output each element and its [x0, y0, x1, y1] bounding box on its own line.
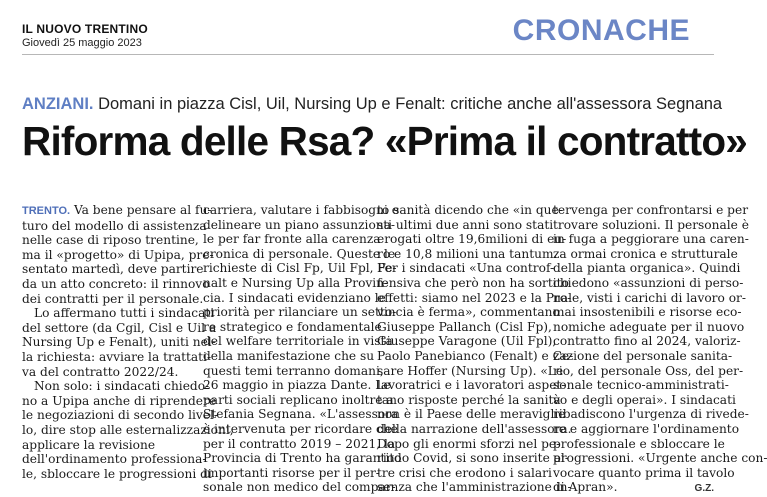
text-line: tano risposte perché la sanità [377, 392, 561, 407]
text-line: turo del modello di assistenza [22, 218, 207, 233]
text-line: to sanità dicendo che «in que- [377, 203, 563, 217]
article-column-3 [377, 203, 574, 495]
text-line: ribadiscono l'urgenza di rivede- [553, 407, 749, 422]
text-line: vo e degli operai». I sindacati [553, 392, 736, 407]
text-line: la richiesta: avviare la trattati- [22, 349, 212, 364]
dateline: TRENTO. [22, 205, 71, 217]
text-line: lo, dire stop alle esternalizzazioni, [22, 422, 234, 437]
issue-date: Giovedì 25 maggio 2023 [22, 37, 142, 49]
text-line: nomiche adeguate per il nuovo [553, 319, 745, 334]
text-line: parti sociali replicano inoltre a [203, 392, 394, 407]
text-line: trovare soluzioni. Il personale è [553, 217, 749, 232]
text-line: di Apran». G.Z. [553, 480, 714, 495]
text-line: questi temi terranno domani, [203, 363, 384, 378]
text-line: da un atto concreto: il rinnovo [22, 276, 210, 291]
text-line: non è il Paese delle meraviglie [377, 407, 566, 422]
text-line: cia. I sindacati evidenziano le [203, 290, 386, 305]
text-line: erogati oltre 19,6milioni di eu- [377, 232, 567, 247]
text-line: TRENTO. Va bene pensare al fu- [22, 203, 212, 217]
text-line: della pianta organica». Quindi [553, 261, 741, 276]
text-line: Dopo gli enormi sforzi nel pe- [377, 436, 561, 451]
text-line: carriera, valutare i fabbisogni e [203, 203, 399, 217]
paper-name: IL NUOVO TRENTINO [22, 22, 148, 36]
text-line: sti ultimi due anni sono stati [377, 217, 554, 232]
text-line: Nursing Up e Fenalt), uniti nel- [22, 335, 216, 350]
text-line: della narrazione dell'assessora. [377, 421, 572, 436]
header-divider [22, 54, 714, 55]
article-column-2 [203, 203, 402, 495]
article-column-1 [22, 203, 234, 481]
text-line: le per far fronte alla carenza [203, 232, 381, 247]
text-line: applicare la revisione [22, 437, 156, 452]
text-line: sare Hoffer (Nursing Up). «Le [377, 363, 564, 378]
text-line: importanti risorse per il per- [203, 465, 380, 480]
text-line: per il contratto 2019 – 2021, la [203, 436, 396, 451]
text-line: Stefania Segnana. «L'assessora [203, 407, 399, 422]
text-line: sentato martedì, deve partire [22, 262, 204, 277]
text-line: dell'ordinamento professiona- [22, 452, 207, 467]
text-line: tervenga per confrontarsi e per [553, 203, 749, 217]
kicker-text: Domani in piazza Cisl, Uil, Nursing Up e Fenalt: critiche anche all'assessora Segnana [93, 95, 723, 113]
text-line: nelle case di riposo trentine, [22, 233, 199, 248]
text-line: delineare un piano assunziona- [203, 217, 396, 232]
text-line: Non solo: i sindacati chiedo- [34, 379, 210, 394]
text-line: rio, del personale Oss, del per- [553, 363, 744, 378]
text-line: 26 maggio in piazza Dante. Le [203, 378, 391, 393]
text-line: le, sbloccare le progressioni di [22, 466, 212, 481]
text-line: Paolo Panebianco (Fenalt) e Ce- [377, 348, 574, 363]
text-line: nale, visti i carichi di lavoro or- [553, 290, 746, 305]
author-signature: G.Z. [694, 483, 714, 495]
text-line: vincia è ferma», commentano [377, 305, 560, 320]
text-line: chiedono «assunzioni di perso- [553, 275, 744, 290]
text-line: Giuseppe Pallanch (Cisl Fp), [377, 319, 552, 334]
text-line: no a Upipa anche di riprendere [22, 393, 217, 408]
text-line: nalt e Nursing Up alla Provin- [203, 275, 389, 290]
text-line: re strategico e fondamentale [203, 319, 382, 334]
text-line: in fuga a peggiorare una caren- [553, 232, 749, 247]
text-line: ro e 10,8 milioni una tantum. [377, 246, 558, 261]
text-line: riodo Covid, si sono inserite al- [377, 451, 569, 466]
text-line: senza che l'amministrazione in- [377, 480, 572, 495]
text-line: cronica di personale. Queste le [203, 246, 396, 261]
article-headline: Riforma delle Rsa? «Prima il contratto» [22, 118, 748, 164]
text-line: sonale tecnico-amministrati- [553, 378, 729, 393]
text-line: progressioni. «Urgente anche con- [553, 451, 767, 466]
text-line: lavoratrici e i lavoratori aspet- [377, 378, 566, 393]
text-line: è intervenuta per ricordare che [203, 421, 398, 436]
text-line: ma il «progetto» di Upipa, pre- [22, 247, 214, 262]
article-column-4 [553, 203, 767, 497]
text-line: della manifestazione che su [203, 348, 375, 363]
text-line: del welfare territoriale in vista [203, 334, 393, 349]
text-line: effetti: siamo nel 2023 e la Pro- [377, 290, 572, 305]
text-line: mai insostenibili e risorse eco- [553, 305, 742, 320]
text-line: za ormai cronica e strutturale [553, 246, 738, 261]
text-line: del settore (da Cgil, Cisl e Uil a [22, 320, 217, 335]
article-kicker [22, 95, 723, 114]
text-line: Per i sindacati «Una controf- [377, 261, 555, 276]
text-line: zazione del personale sanita- [553, 348, 733, 363]
text-line: Giuseppe Varagone (Uil Fpl), [377, 334, 557, 349]
text-line: fensiva che però non ha sortito [377, 275, 569, 290]
text-line: va del contratto 2022/24. [22, 364, 179, 379]
masthead [22, 22, 148, 49]
text-line: Lo affermano tutti i sindacati [34, 306, 215, 321]
text-line: sonale non medico del compar- [203, 480, 396, 495]
text-line: dei contratti per il personale. [22, 291, 204, 306]
text-line: re e aggiornare l'ordinamento [553, 421, 740, 436]
text-line: contratto fino al 2024, valoriz- [553, 334, 741, 349]
text-line: le negoziazioni di secondo livel- [22, 408, 219, 423]
text-line: priorità per rilanciare un setto- [203, 305, 397, 320]
text-line: richieste di Cisl Fp, Uil Fpl, Fe- [203, 261, 397, 276]
text-line: professionale e sbloccare le [553, 436, 725, 451]
section-title: CRONACHE [512, 14, 690, 47]
kicker-tag: ANZIANI. [22, 95, 94, 113]
text-line: tre crisi che erodono i salari [377, 465, 552, 480]
text-line: Provincia di Trento ha garantito [203, 451, 402, 466]
text-line: vocare quanto prima il tavolo [553, 465, 735, 480]
